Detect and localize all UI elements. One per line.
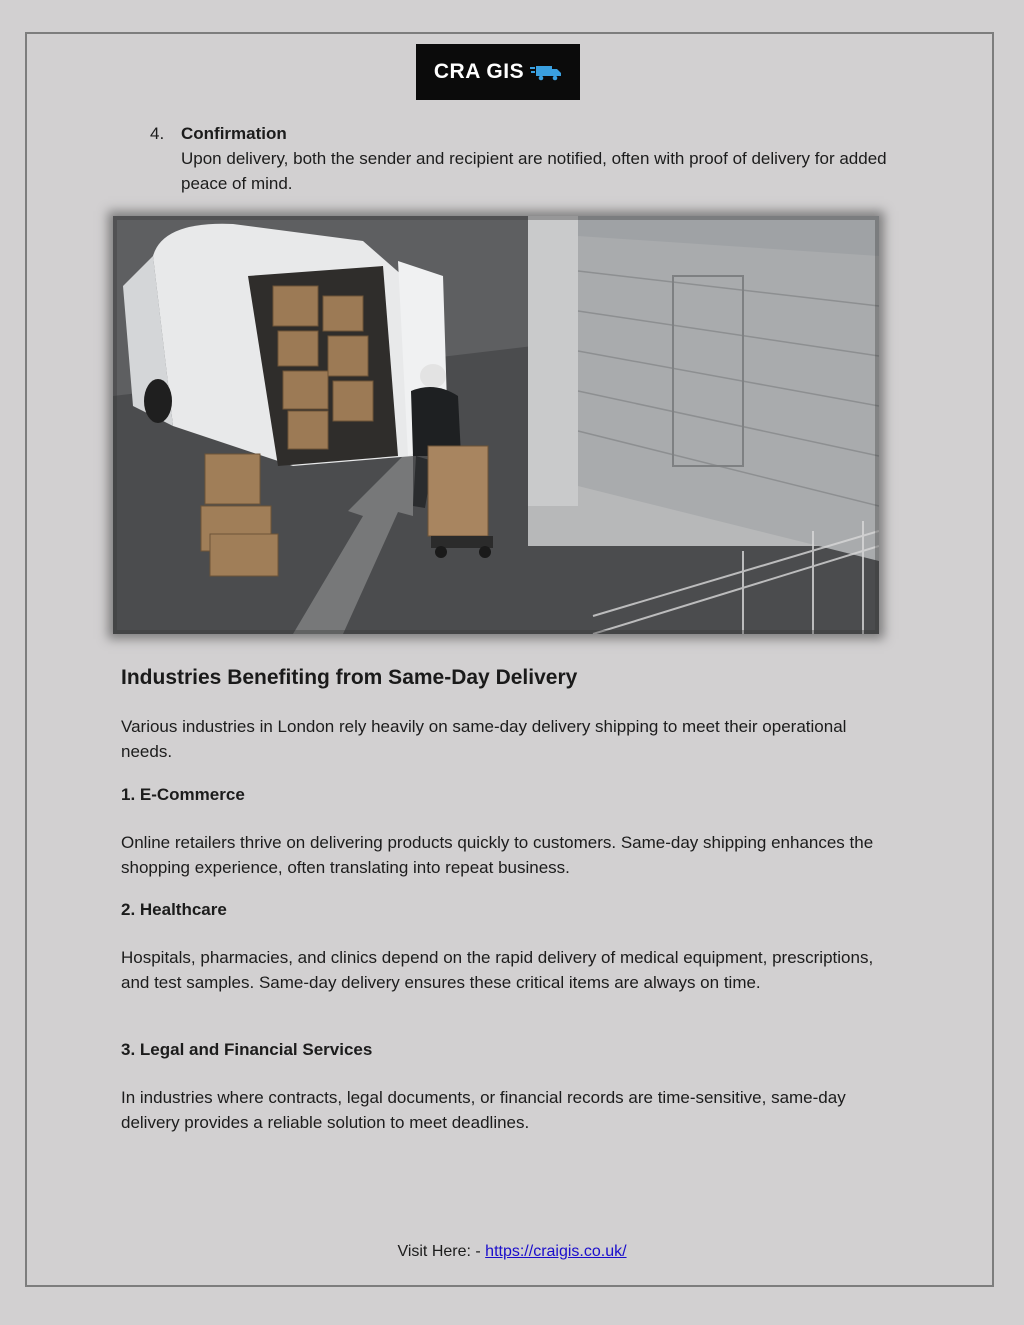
- courier-unloading-van-image: [113, 216, 879, 634]
- website-link[interactable]: https://craigis.co.uk/: [485, 1243, 627, 1260]
- step-description: Upon delivery, both the sender and recipient are notified, often with proof of delivery for added peace of mind.: [181, 149, 887, 193]
- industry-title-legal-financial: 3. Legal and Financial Services: [121, 1040, 373, 1059]
- section-intro: Various industries in London rely heavily on same-day delivery shipping to meet their operational needs.: [121, 717, 847, 761]
- industry-body-healthcare: Hospitals, pharmacies, and clinics depend on the rapid delivery of medical equipment, prescriptions, and test samples. Same-day delivery ensures these critical items are always on time.: [121, 948, 874, 992]
- logo-text: CRA GIS: [433, 60, 525, 83]
- industry-body-legal-financial: In industries where contracts, legal documents, or financial records are time-sensitive, same-day delivery provides a reliable solution to meet deadlines.: [121, 1088, 846, 1132]
- step-number: 4.: [150, 124, 165, 143]
- section-heading: Industries Benefiting from Same-Day Delivery: [121, 666, 578, 689]
- step-body: [181, 121, 901, 196]
- brand-logo: [416, 44, 580, 100]
- footer-prefix: Visit Here: -: [397, 1243, 486, 1260]
- delivery-van-icon: [530, 63, 562, 81]
- footer: [0, 1243, 1024, 1261]
- step-title: Confirmation: [181, 124, 287, 143]
- industry-body-ecommerce: Online retailers thrive on delivering products quickly to customers. Same-day shipping enhances the shopping experience, often translating into repeat business.: [121, 833, 874, 877]
- industry-title-healthcare: 2. Healthcare: [121, 900, 227, 919]
- industry-title-ecommerce: 1. E-Commerce: [121, 785, 245, 804]
